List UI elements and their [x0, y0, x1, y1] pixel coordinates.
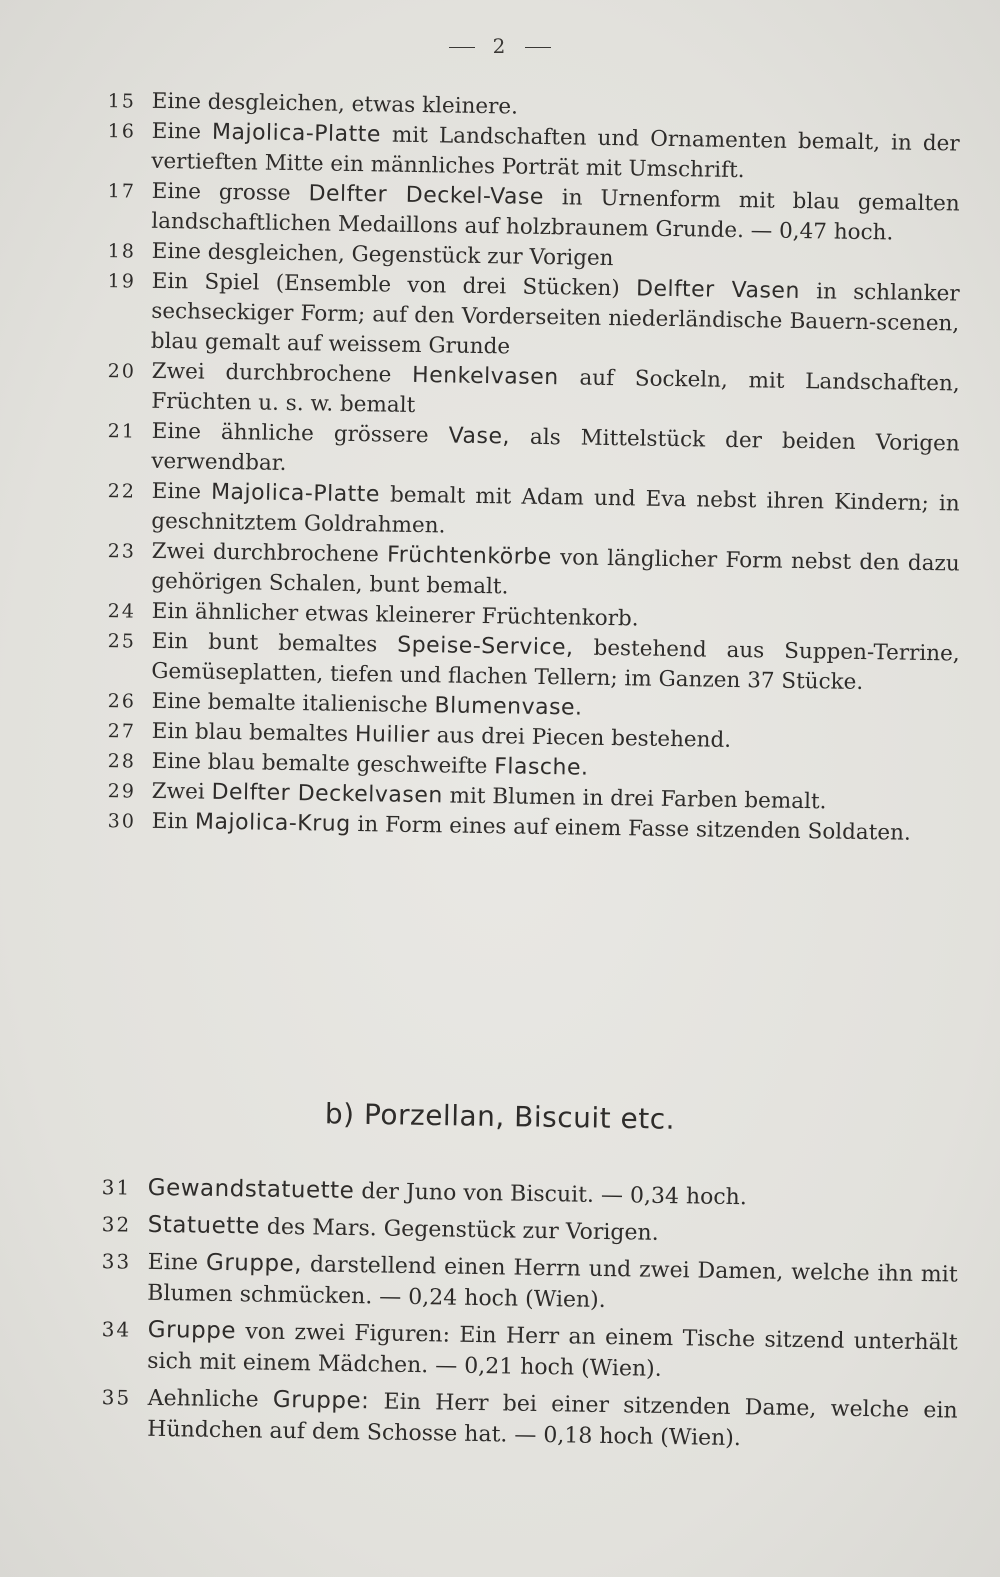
entry-object-name: Gruppe,	[205, 1249, 303, 1278]
entry-number: 16	[107, 120, 137, 143]
entry-text: Zwei	[151, 778, 212, 805]
entry-text: bestehend aus Suppen-Terrine, Gemüseplatten, tiefen und flachen Tellern; im Ganzen 37 Stücke.	[151, 635, 960, 695]
entry-number: 19	[107, 270, 137, 293]
entry-number: 17	[107, 180, 137, 203]
entry-number: 28	[107, 750, 137, 773]
entry-text: Ein Herr bei einer sitzenden Dame, welche ein Hündchen auf dem Schosse hat. — 0,18 hoch (Wien).	[147, 1389, 958, 1452]
entry-text: Ein bunt bemaltes	[151, 628, 398, 658]
entry-object-name: Majolica-Platte	[210, 479, 381, 508]
entry-object-name: Delfter Vasen	[635, 276, 801, 304]
page-number	[0, 34, 1000, 58]
section-heading: b) Porzellan, Biscuit etc.	[324, 1097, 676, 1136]
entry-text: Ein blau bemaltes	[151, 718, 356, 748]
entry-number: 25	[107, 630, 137, 653]
entry-object-name: Henkelvasen	[411, 362, 559, 391]
entry-number: 15	[107, 90, 137, 113]
entry-object-name: Blumenvase.	[434, 693, 583, 721]
entry-text: mit Blumen in drei Farben bemalt.	[442, 783, 827, 815]
dash-left	[449, 47, 475, 48]
catalog-entry	[96, 1209, 958, 1254]
entry-text: Eine blau bemalte geschweifte	[151, 748, 495, 780]
entry-number: 26	[107, 690, 137, 713]
entry-object-name: Gruppe:	[272, 1386, 370, 1415]
entry-text: mit Landschaften und Ornamenten bemalt, in der vertieften Mitte ein männliches Porträt mit Umschrift.	[151, 122, 960, 184]
entry-text: Ein Spiel (Ensemble von drei Stücken)	[151, 268, 637, 302]
entry-number: 35	[101, 1385, 132, 1410]
entry-text: darstellend einen Herrn und zwei Damen, welche ihn mit Blumen schmücken. — 0,24 hoch (Wien).	[147, 1252, 958, 1314]
entry-text: aus drei Piecen bestehend.	[429, 723, 732, 753]
entry-object-name: Flasche.	[493, 754, 589, 781]
catalog-entries-porzellan	[96, 1172, 958, 1450]
entry-object-name: Speise-Service,	[397, 632, 574, 661]
entry-number: 24	[107, 600, 137, 623]
entry-number: 34	[101, 1317, 132, 1342]
entry-text: in schlanker sechseckiger Form; auf den Vorderseiten niederländische Bauern-scenen, blau gemalt auf weissem Grunde	[150, 278, 960, 360]
entry-text: Eine	[147, 1249, 207, 1276]
entry-text: Eine ähnliche grössere	[151, 418, 449, 449]
entry-number: 32	[101, 1212, 132, 1237]
entry-text: des Mars. Gegenstück zur Vorigen.	[259, 1214, 659, 1246]
entry-text: bemalt mit Adam und Eva nebst ihren Kindern; in geschnitztem Goldrahmen.	[151, 482, 960, 539]
entry-text: Aehnliche	[147, 1385, 274, 1413]
entry-text: in Urnenform mit blau gemalten landschaftlichen Medaillons auf holzbraunem Grunde. — 0,47 hoch.	[151, 184, 960, 246]
entry-object-name: Majolica-Platte	[211, 119, 382, 148]
entry-text: Eine bemalte italienische	[151, 688, 435, 719]
entry-text: von länglicher Form nebst den dazu gehörigen Schalen, bunt bemalt.	[151, 545, 960, 600]
catalog-entry	[95, 1314, 958, 1390]
entry-number: 20	[107, 360, 137, 383]
entry-object-name: Delfter Deckel-Vase	[308, 181, 545, 210]
entry-number: 21	[107, 420, 137, 443]
entry-text: Eine	[151, 478, 212, 505]
entry-object-name: Gewandstatuette	[147, 1174, 355, 1205]
entry-text: Eine desgleichen, Gegenstück zur Vorigen	[151, 238, 614, 272]
entry-text: Eine grosse	[151, 178, 309, 207]
catalog-entry	[95, 1382, 958, 1458]
page-number-text: 2	[492, 34, 508, 58]
entry-number: 22	[107, 480, 137, 503]
entry-text: auf Sockeln, mit Landschaften, Früchten u. s. w. bemalt	[151, 365, 960, 418]
entry-number: 31	[101, 1175, 132, 1200]
entry-number: 23	[107, 540, 137, 563]
dash-right	[525, 47, 551, 48]
entry-object-name: Delfter Deckelvasen	[211, 779, 443, 809]
entry-text: der Juno von Biscuit. — 0,34 hoch.	[354, 1179, 748, 1211]
entry-number: 33	[101, 1249, 132, 1274]
catalog-entry	[96, 1172, 958, 1217]
catalog-entry	[95, 1246, 958, 1322]
entry-object-name: Huilier	[354, 722, 431, 749]
entry-number: 18	[107, 240, 137, 263]
entry-text: in Form eines auf einem Fasse sitzenden Soldaten.	[350, 811, 911, 846]
entry-text: Ein	[151, 808, 196, 835]
entry-text: Zwei durchbrochene	[151, 358, 413, 388]
entry-text: Eine desgleichen, etwas kleinere.	[151, 88, 519, 120]
entry-number: 30	[107, 810, 137, 833]
entry-text: Ein ähnlicher etwas kleinerer Früchtenkorb.	[151, 598, 639, 632]
entry-object-name: Früchtenkörbe	[386, 542, 552, 571]
catalog-entries-majolica	[100, 86, 960, 846]
entry-text: Eine	[151, 118, 213, 145]
entry-object-name: Vase,	[448, 423, 511, 450]
entry-object-name: Majolica-Krug	[194, 809, 351, 837]
entry-object-name: Statuette	[147, 1211, 261, 1240]
entry-text: von zwei Figuren: Ein Herr an einem Tische sitzend unterhält sich mit einem Mädchen. — 0,21 hoch (Wien).	[147, 1319, 958, 1382]
entry-text: als Mittelstück der beiden Vorigen verwendbar.	[151, 424, 960, 476]
catalog-entry	[99, 266, 960, 369]
entry-number: 29	[107, 780, 137, 803]
entry-object-name: Gruppe	[147, 1316, 237, 1345]
entry-text: Zwei durchbrochene	[151, 538, 388, 568]
entry-number: 27	[107, 720, 137, 743]
